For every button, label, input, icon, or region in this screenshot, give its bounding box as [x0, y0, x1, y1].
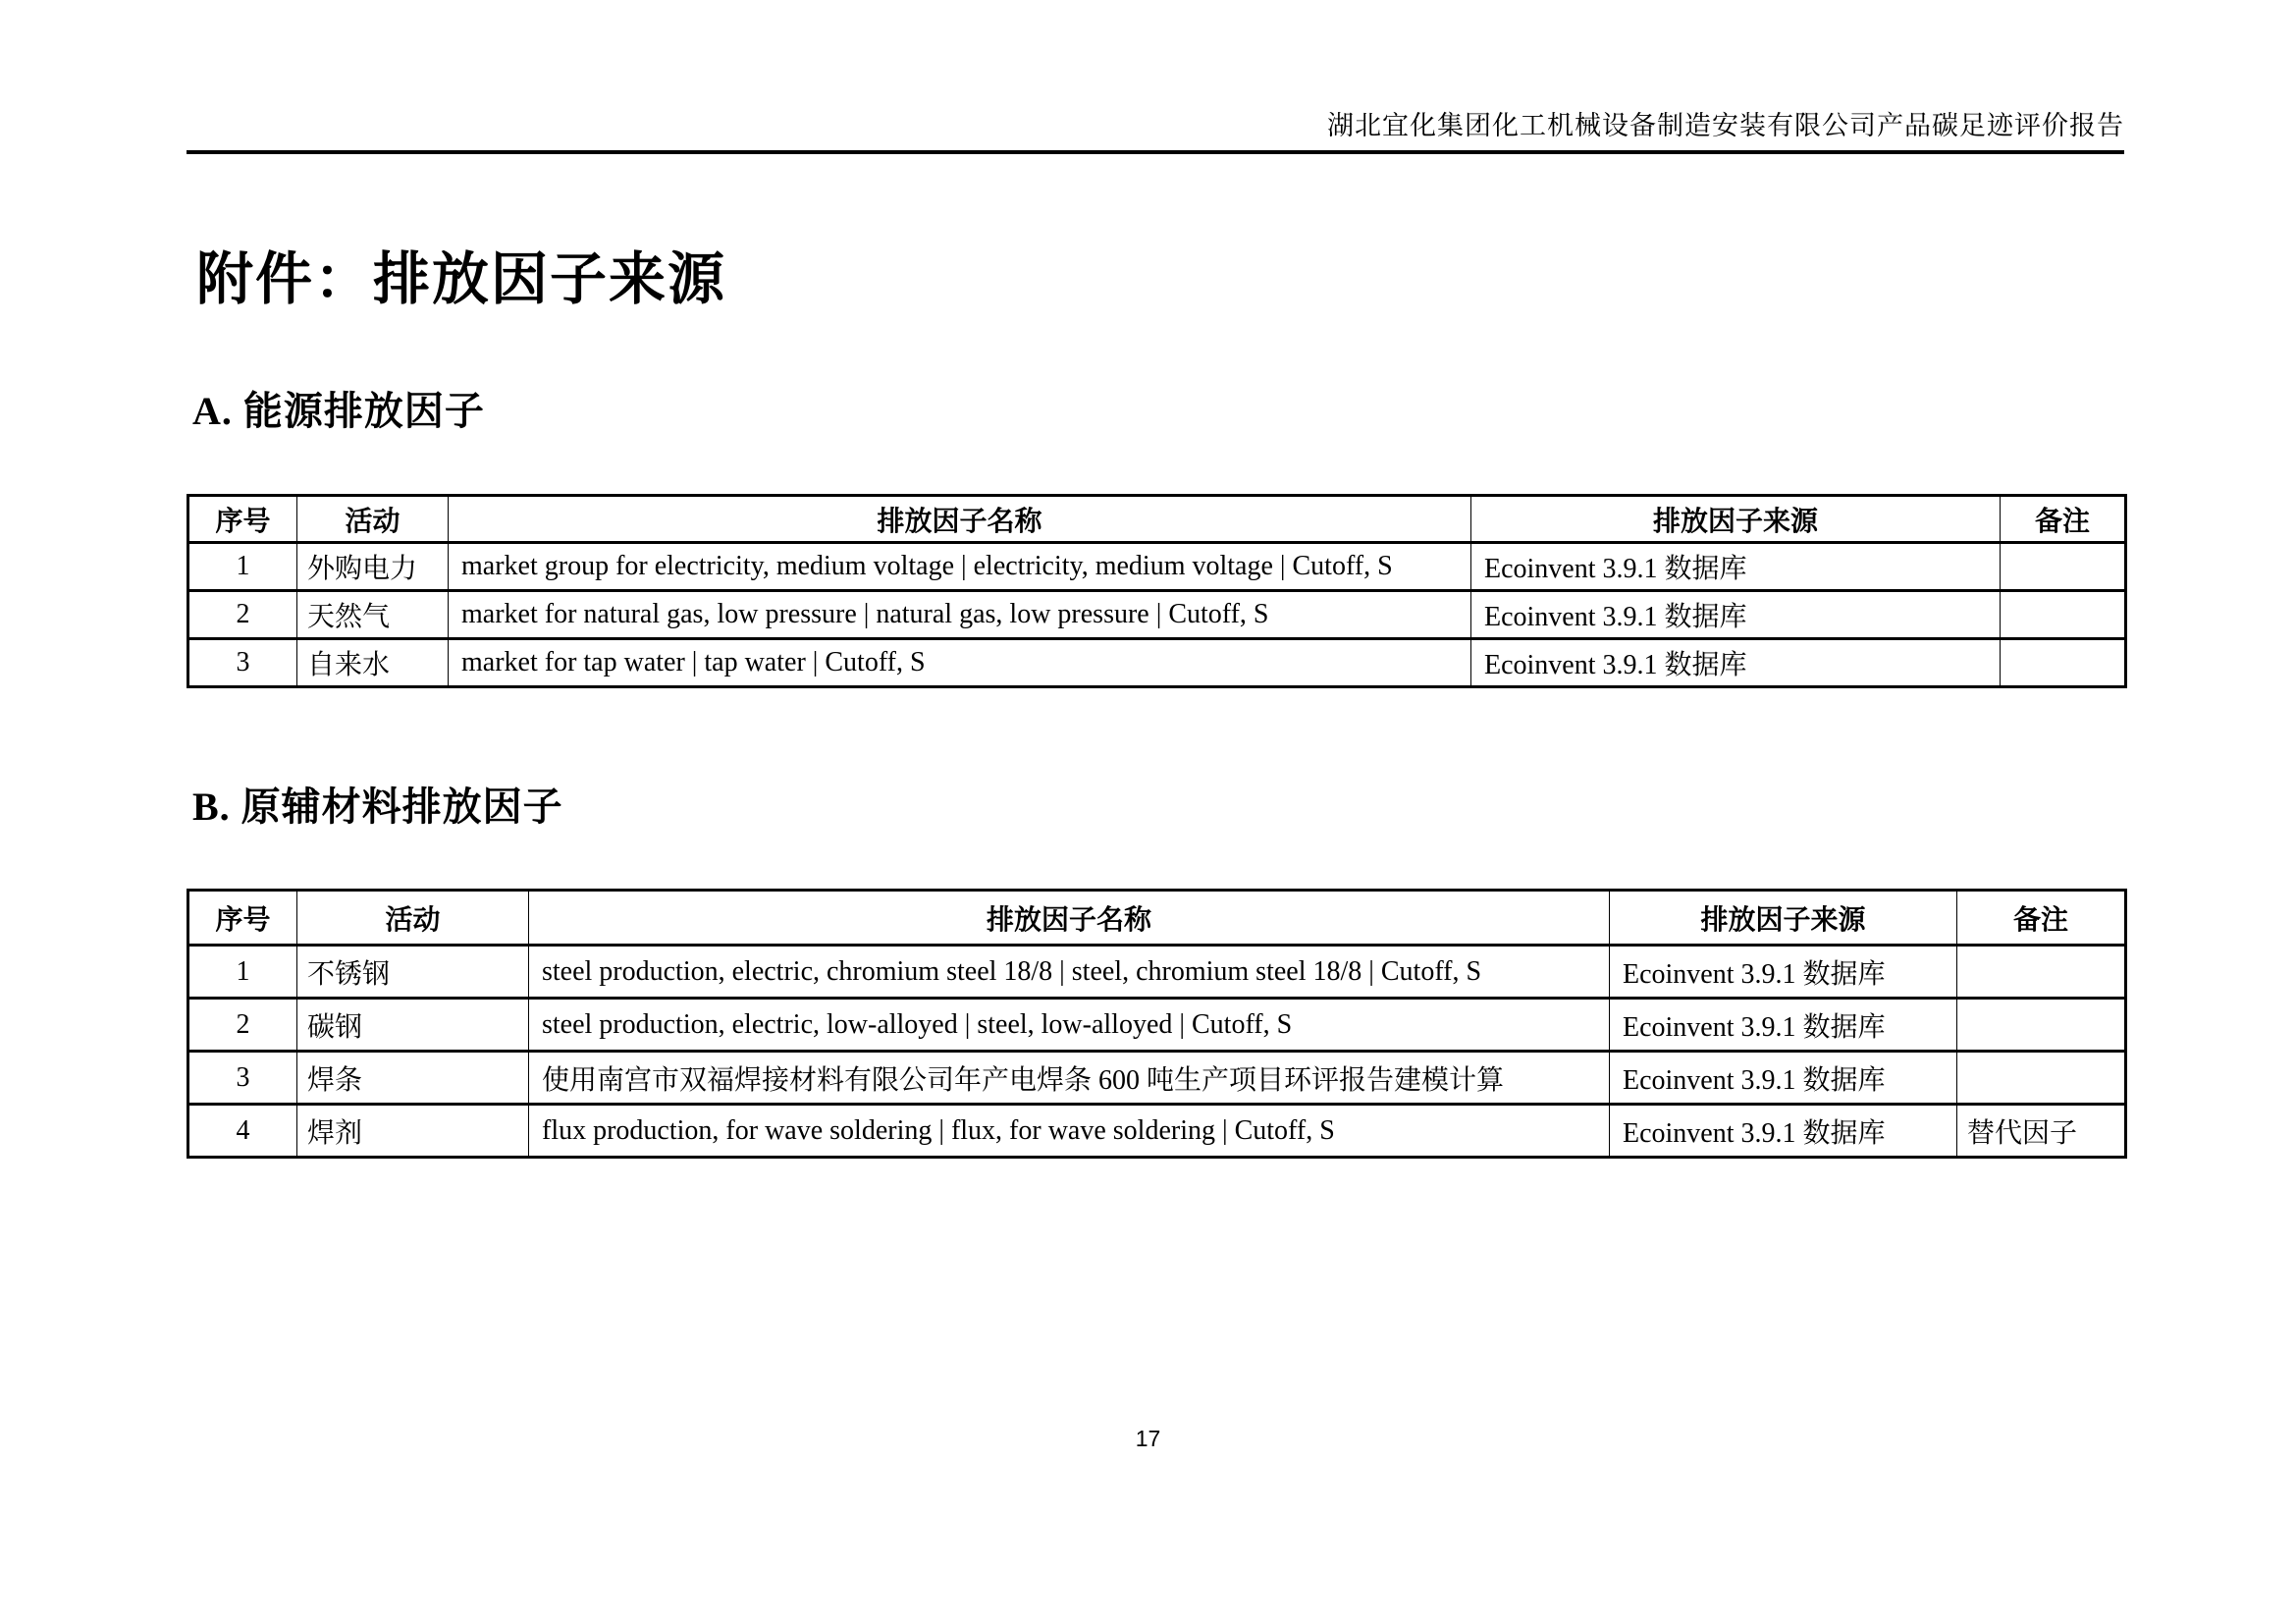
row-no: 1 — [188, 946, 297, 999]
column-header-no: 序号 — [188, 496, 297, 543]
row-factor-source: Ecoinvent 3.9.1 数据库 — [1610, 1052, 1957, 1105]
column-header-factor-name: 排放因子名称 — [449, 496, 1471, 543]
table-header-row — [188, 496, 2126, 543]
column-header-remark: 备注 — [2001, 496, 2126, 543]
row-factor-name: steel production, electric, low-alloyed | steel, low-alloyed | Cutoff, S — [529, 999, 1610, 1052]
table-row — [188, 946, 2126, 999]
column-header-activity: 活动 — [297, 496, 449, 543]
row-remark — [2001, 543, 2126, 591]
energy-factors-table — [187, 494, 2127, 688]
row-factor-name: flux production, for wave soldering | flux, for wave soldering | Cutoff, S — [529, 1105, 1610, 1158]
row-remark: 替代因子 — [1957, 1105, 2126, 1158]
row-factor-source: Ecoinvent 3.9.1 数据库 — [1471, 543, 2001, 591]
running-header: 湖北宜化集团化工机械设备制造安装有限公司产品碳足迹评价报告 — [1327, 111, 2124, 140]
row-no: 2 — [188, 591, 297, 639]
table-row — [188, 999, 2126, 1052]
table-header-row — [188, 891, 2126, 946]
row-no: 1 — [188, 543, 297, 591]
row-no: 3 — [188, 639, 297, 687]
row-remark — [2001, 639, 2126, 687]
page-number: 17 — [1135, 1426, 1161, 1451]
row-remark — [1957, 946, 2126, 999]
row-activity: 不锈钢 — [297, 946, 529, 999]
row-no: 2 — [188, 999, 297, 1052]
row-activity: 自来水 — [297, 639, 449, 687]
row-factor-name: market for tap water | tap water | Cutoff, S — [449, 639, 1471, 687]
table-row — [188, 639, 2126, 687]
table-row — [188, 543, 2126, 591]
column-header-factor-source: 排放因子来源 — [1610, 891, 1957, 946]
row-factor-source: Ecoinvent 3.9.1 数据库 — [1471, 639, 2001, 687]
raw-material-factors-table — [187, 889, 2127, 1159]
row-factor-source: Ecoinvent 3.9.1 数据库 — [1610, 946, 1957, 999]
header-rule — [187, 150, 2124, 154]
row-factor-name: 使用南宫市双福焊接材料有限公司年产电焊条 600 吨生产项目环评报告建模计算 — [529, 1052, 1610, 1105]
row-no: 3 — [188, 1052, 297, 1105]
row-remark — [1957, 1052, 2126, 1105]
column-header-activity: 活动 — [297, 891, 529, 946]
row-factor-name: market for natural gas, low pressure | natural gas, low pressure | Cutoff, S — [449, 591, 1471, 639]
row-factor-source: Ecoinvent 3.9.1 数据库 — [1610, 1105, 1957, 1158]
row-remark — [2001, 591, 2126, 639]
page-title: 附件：排放因子来源 — [196, 247, 727, 311]
row-remark — [1957, 999, 2126, 1052]
column-header-no: 序号 — [188, 891, 297, 946]
row-factor-name: steel production, electric, chromium steel 18/8 | steel, chromium steel 18/8 | Cutoff, S — [529, 946, 1610, 999]
row-factor-source: Ecoinvent 3.9.1 数据库 — [1610, 999, 1957, 1052]
row-no: 4 — [188, 1105, 297, 1158]
column-header-factor-source: 排放因子来源 — [1471, 496, 2001, 543]
column-header-remark: 备注 — [1957, 891, 2126, 946]
section-a-heading: A. 能源排放因子 — [192, 389, 485, 433]
table-row — [188, 591, 2126, 639]
row-activity: 天然气 — [297, 591, 449, 639]
table-row — [188, 1105, 2126, 1158]
row-activity: 碳钢 — [297, 999, 529, 1052]
column-header-factor-name: 排放因子名称 — [529, 891, 1610, 946]
table-row — [188, 1052, 2126, 1105]
row-activity: 焊剂 — [297, 1105, 529, 1158]
row-factor-source: Ecoinvent 3.9.1 数据库 — [1471, 591, 2001, 639]
row-factor-name: market group for electricity, medium voltage | electricity, medium voltage | Cutoff, S — [449, 543, 1471, 591]
row-activity: 焊条 — [297, 1052, 529, 1105]
row-activity: 外购电力 — [297, 543, 449, 591]
section-b-heading: B. 原辅材料排放因子 — [192, 785, 563, 829]
